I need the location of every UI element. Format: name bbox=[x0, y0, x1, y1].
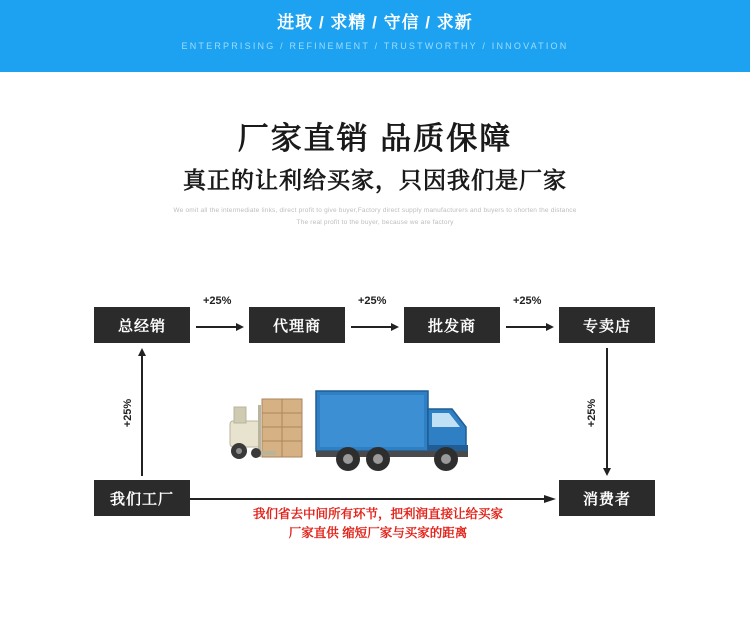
chain-node-wholesaler: 批发商 bbox=[404, 307, 500, 343]
top-banner bbox=[0, 0, 750, 72]
arrow-distributor-to-agent bbox=[196, 323, 244, 331]
markup-label-right: +25% bbox=[586, 398, 598, 428]
chain-node-consumer: 消费者 bbox=[559, 480, 655, 516]
banner-slogan-cn: 进取 / 求精 / 守信 / 求新 bbox=[277, 13, 473, 32]
direct-supply-note bbox=[228, 505, 528, 543]
arrow-wholesaler-to-store bbox=[506, 323, 554, 331]
banner-text-block bbox=[0, 12, 750, 55]
headline-block bbox=[0, 118, 750, 228]
page-title: 厂家直销 品质保障 bbox=[237, 121, 513, 156]
chain-node-distributor: 总经销 bbox=[94, 307, 190, 343]
markup-label-3: +25% bbox=[513, 295, 542, 307]
markup-label-left: +25% bbox=[122, 398, 134, 428]
delivery-truck bbox=[316, 391, 468, 471]
markup-label-2: +25% bbox=[358, 295, 387, 307]
truck-illustration bbox=[228, 385, 528, 485]
arrow-store-to-consumer bbox=[603, 348, 611, 476]
note-line-1: 我们省去中间所有环节，把利润直接让给买家 bbox=[252, 507, 503, 521]
arrow-agent-to-wholesaler bbox=[351, 323, 399, 331]
arrow-factory-to-distributor bbox=[138, 348, 146, 476]
english-caption-line-2: The real profit to the buyer, because we are factory bbox=[296, 219, 454, 226]
chain-node-agent: 代理商 bbox=[249, 307, 345, 343]
chain-node-store: 专卖店 bbox=[559, 307, 655, 343]
page-subtitle: 真正的让利给买家，只因我们是厂家 bbox=[183, 167, 567, 193]
markup-label-1: +25% bbox=[203, 295, 232, 307]
cargo-boxes bbox=[262, 399, 302, 457]
note-line-2: 厂家直供 缩短厂家与买家的距离 bbox=[288, 526, 468, 540]
chain-node-factory: 我们工厂 bbox=[94, 480, 190, 516]
arrow-factory-to-consumer-direct bbox=[190, 495, 556, 503]
banner-slogan-en: ENTERPRISING / REFINEMENT / TRUSTWORTHY / INNOVATION bbox=[181, 41, 569, 51]
english-caption-line-1: We omit all the intermediate links, direct profit to give buyer,Factory direct supply manufacturers and buyers to shorten the distance bbox=[173, 207, 577, 214]
